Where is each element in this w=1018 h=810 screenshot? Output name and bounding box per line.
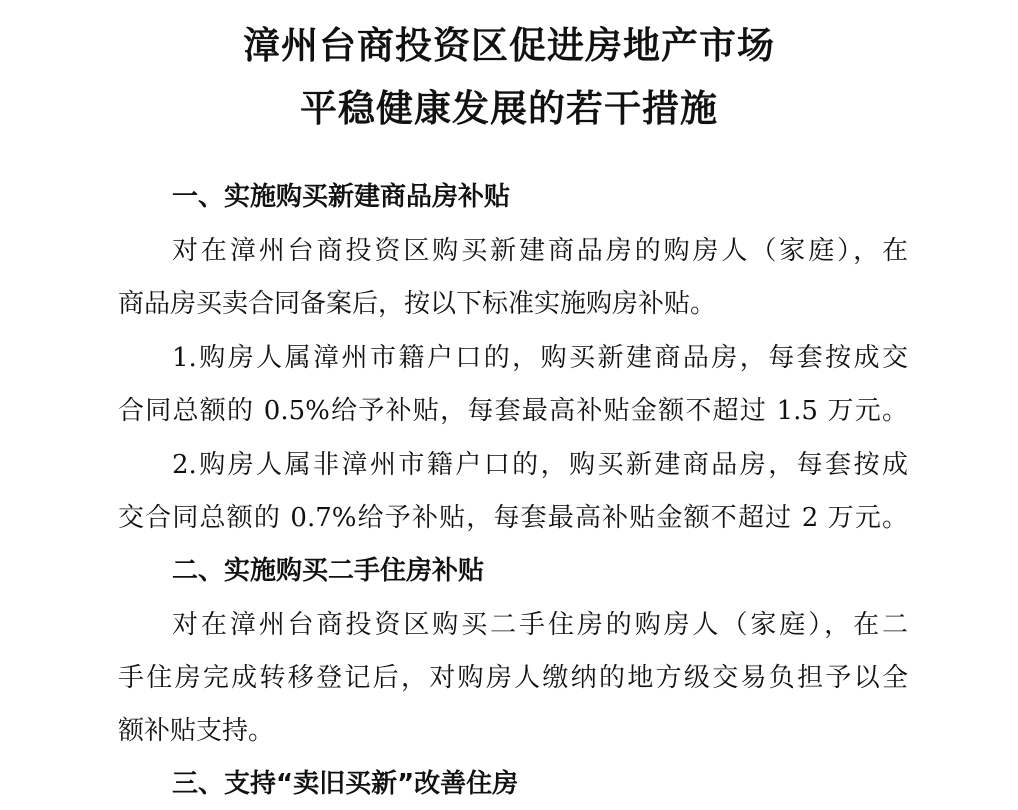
section-heading-2: 二、实施购买二手住房补贴 [172,556,485,586]
paragraph-line: 1.购房人属漳州市籍户口的，购买新建商品房，每套按成交 [172,343,908,373]
document-title-line-1: 漳州台商投资区促进房地产市场 [243,24,775,67]
section-heading-3: 三、支持“卖旧买新”改善住房 [172,769,519,799]
paragraph-line: 交合同总额的 0.7%给予补贴，每套最高补贴金额不超过 2 万元。 [118,503,908,533]
paragraph-line: 合同总额的 0.5%给予补贴，每套最高补贴金额不超过 1.5 万元。 [118,396,908,426]
paragraph-line: 商品房买卖合同备案后，按以下标准实施购房补贴。 [118,289,717,319]
paragraph-line: 对在漳州台商投资区购买新建商品房的购房人（家庭），在 [172,236,908,266]
section-heading-1: 一、实施购买新建商品房补贴 [172,182,511,212]
paragraph-line: 2.购房人属非漳州市籍户口的，购买新建商品房，每套按成 [172,450,908,480]
paragraph-line: 手住房完成转移登记后，对购房人缴纳的地方级交易负担予以全 [118,663,908,693]
document-title-line-2: 平稳健康发展的若干措施 [300,87,718,130]
paragraph-line: 对在漳州台商投资区购买二手住房的购房人（家庭），在二 [172,610,908,640]
paragraph-line: 额补贴支持。 [118,716,275,746]
